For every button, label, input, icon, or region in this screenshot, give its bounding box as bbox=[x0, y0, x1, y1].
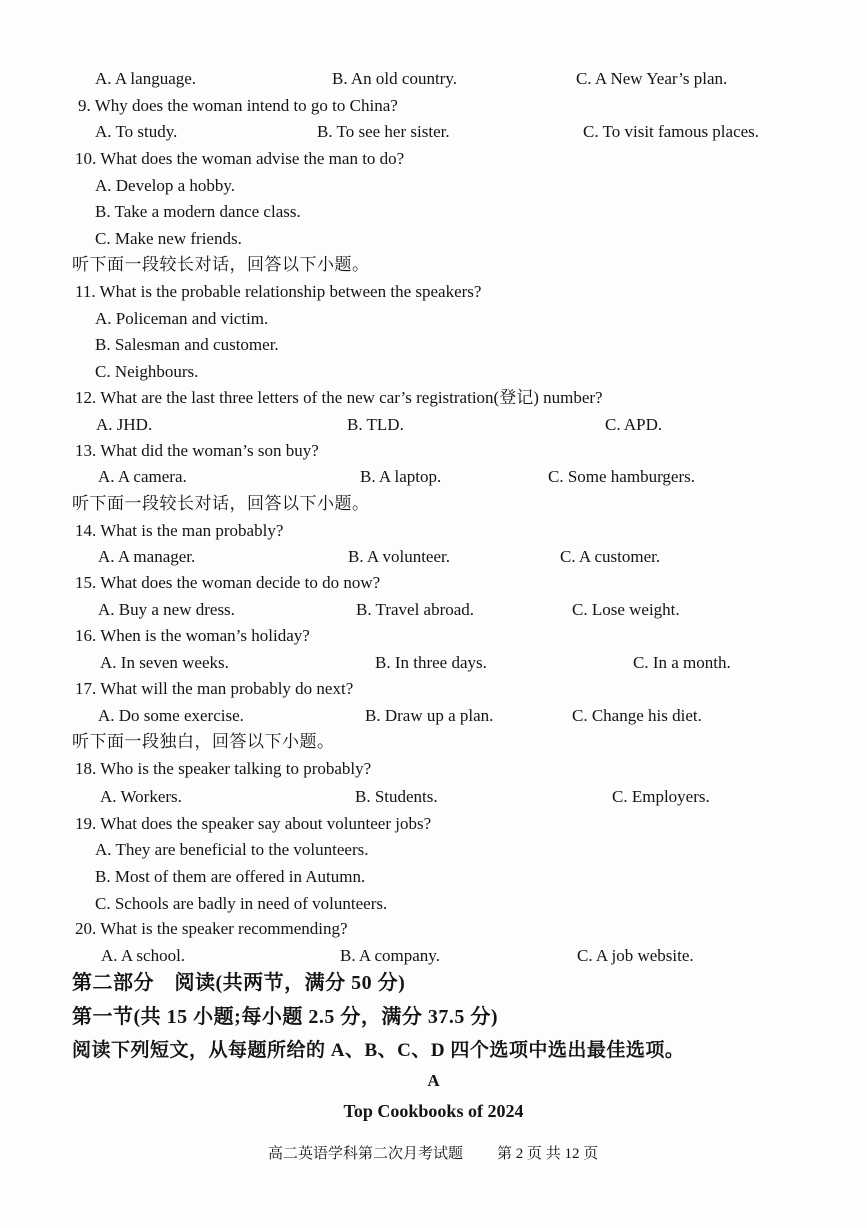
q9-option-a: A. To study. bbox=[95, 122, 178, 141]
q18-option-a: A. Workers. bbox=[100, 787, 182, 806]
q10-option-c: C. Make new friends. bbox=[95, 229, 242, 248]
q11-option-c: C. Neighbours. bbox=[95, 362, 199, 381]
q15-option-c: C. Lose weight. bbox=[572, 600, 680, 619]
q10-option-a: A. Develop a hobby. bbox=[95, 176, 236, 195]
footer-page-info: 第 2 页 共 12 页 bbox=[497, 1146, 599, 1162]
q14-option-b: B. A volunteer. bbox=[348, 547, 450, 566]
q9-option-c: C. To visit famous places. bbox=[583, 122, 760, 141]
q17-option-a: A. Do some exercise. bbox=[98, 706, 244, 725]
q10-stem: 10. What does the woman advise the man to do? bbox=[75, 149, 405, 168]
section1-heading: 第一节(共 15 小题;每小题 2.5 分，满分 37.5 分) bbox=[72, 1006, 498, 1028]
q14-stem: 14. What is the man probably? bbox=[75, 521, 284, 540]
q15-stem: 15. What does the woman decide to do now? bbox=[75, 573, 381, 592]
q12-option-b: B. TLD. bbox=[347, 415, 404, 434]
q18-stem: 18. Who is the speaker talking to probably? bbox=[75, 759, 372, 778]
q17-stem: 17. What will the man probably do next? bbox=[75, 679, 354, 698]
q19-option-a: A. They are beneficial to the volunteers. bbox=[95, 840, 369, 859]
q20-option-a: A. A school. bbox=[101, 946, 186, 965]
q13-option-b: B. A laptop. bbox=[360, 467, 442, 486]
q19-stem: 19. What does the speaker say about volunteer jobs? bbox=[75, 814, 432, 833]
q12-stem: 12. What are the last three letters of the new car’s registration(登记) number? bbox=[75, 388, 603, 407]
q19-option-c: C. Schools are badly in need of volunteers. bbox=[95, 894, 388, 913]
q11-stem: 11. What is the probable relationship between the speakers? bbox=[75, 282, 482, 301]
q10-option-b: B. Take a modern dance class. bbox=[95, 202, 301, 221]
footer-doc-title: 高二英语学科第二次月考试题 bbox=[268, 1146, 464, 1162]
passage-label: A bbox=[427, 1071, 440, 1090]
q20-stem: 20. What is the speaker recommending? bbox=[75, 919, 348, 938]
reading-instruction: 阅读下列短文，从每题所给的 A、B、C、D 四个选项中选出最佳选项。 bbox=[72, 1040, 685, 1061]
q14-option-c: C. A customer. bbox=[560, 547, 661, 566]
q8-option-a: A. A language. bbox=[95, 69, 197, 88]
q19-option-b: B. Most of them are offered in Autumn. bbox=[95, 867, 366, 886]
q8-option-b: B. An old country. bbox=[332, 69, 457, 88]
q9-stem: 9. Why does the woman intend to go to China? bbox=[78, 96, 398, 115]
q18-option-b: B. Students. bbox=[355, 787, 438, 806]
q15-option-b: B. Travel abroad. bbox=[356, 600, 475, 619]
q17-option-b: B. Draw up a plan. bbox=[365, 706, 494, 725]
q11-option-b: B. Salesman and customer. bbox=[95, 335, 279, 354]
part2-heading: 第二部分 阅读(共两节，满分 50 分) bbox=[72, 972, 406, 994]
q12-option-a: A. JHD. bbox=[96, 415, 153, 434]
passage-title: Top Cookbooks of 2024 bbox=[343, 1101, 524, 1121]
q13-option-c: C. Some hamburgers. bbox=[548, 467, 696, 486]
listening-note-conversation-1: 听下面一段较长对话，回答以下小题。 bbox=[72, 255, 370, 274]
q16-option-a: A. In seven weeks. bbox=[100, 653, 229, 672]
q13-option-a: A. A camera. bbox=[98, 467, 187, 486]
q15-option-a: A. Buy a new dress. bbox=[98, 600, 235, 619]
q20-option-c: C. A job website. bbox=[577, 946, 694, 965]
q11-option-a: A. Policeman and victim. bbox=[95, 309, 269, 328]
q9-option-b: B. To see her sister. bbox=[317, 122, 450, 141]
q18-option-c: C. Employers. bbox=[612, 787, 710, 806]
q16-option-b: B. In three days. bbox=[375, 653, 487, 672]
q20-option-b: B. A company. bbox=[340, 946, 440, 965]
q16-option-c: C. In a month. bbox=[633, 653, 731, 672]
q17-option-c: C. Change his diet. bbox=[572, 706, 702, 725]
q16-stem: 16. When is the woman’s holiday? bbox=[75, 626, 310, 645]
listening-note-conversation-2: 听下面一段较长对话，回答以下小题。 bbox=[72, 494, 370, 513]
q8-option-c: C. A New Year’s plan. bbox=[576, 69, 728, 88]
q13-stem: 13. What did the woman’s son buy? bbox=[75, 441, 319, 460]
q14-option-a: A. A manager. bbox=[98, 547, 196, 566]
q12-option-c: C. APD. bbox=[605, 415, 663, 434]
listening-note-monologue: 听下面一段独白，回答以下小题。 bbox=[72, 732, 335, 751]
